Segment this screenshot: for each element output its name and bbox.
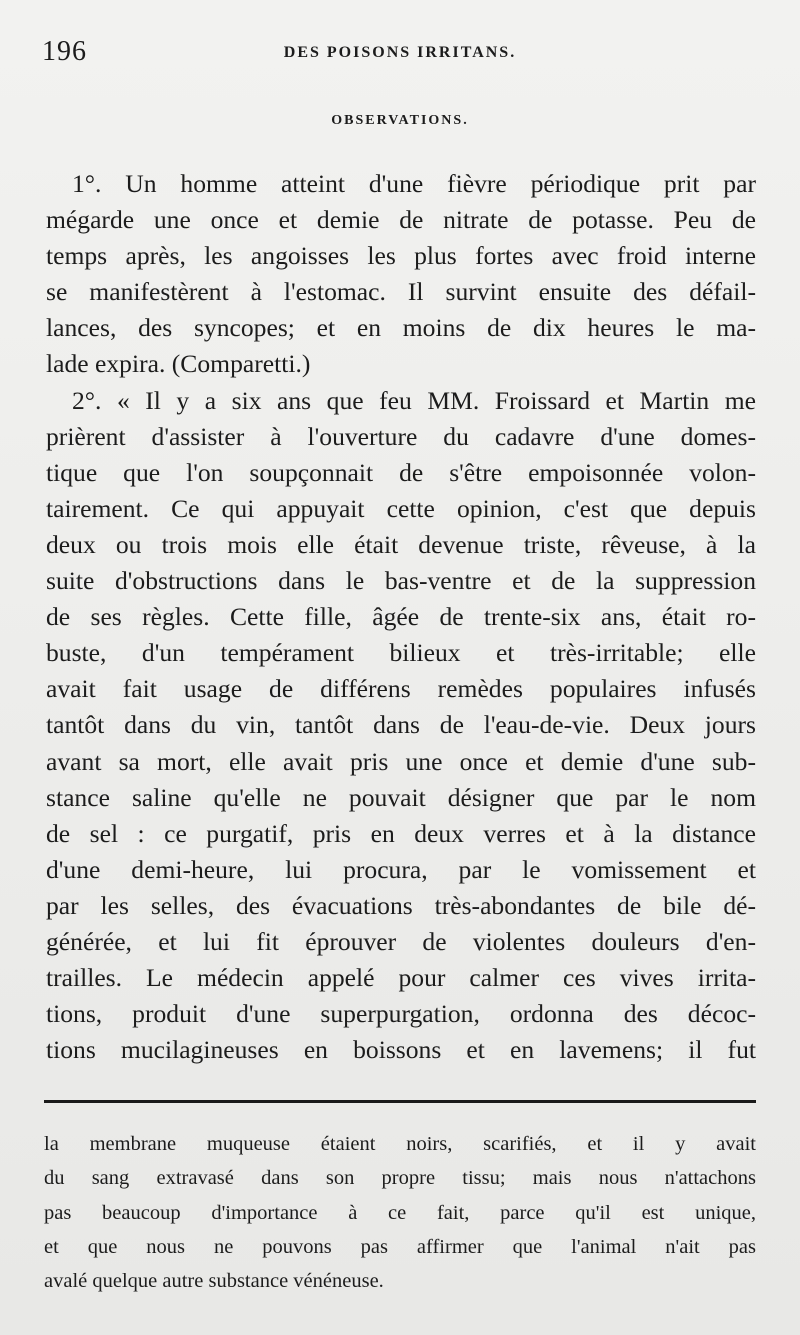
- body-line: buste, d'un tempérament bilieux et très-irritable; elle: [46, 638, 756, 668]
- body-text: [46, 166, 756, 1068]
- body-line: 2°. « Il y a six ans que feu MM. Froissard et Martin me: [72, 385, 756, 415]
- body-line: tairement. Ce qui appuyait cette opinion, c'est que depuis: [46, 493, 756, 523]
- body-line: tique que l'on soupçonnait de s'être empoisonnée volon-: [46, 457, 756, 487]
- body-line: tions, produit d'une superpurgation, ordonna des décoc-: [46, 999, 756, 1029]
- page-number: 196: [42, 36, 87, 67]
- footnote-text: [44, 1127, 756, 1298]
- body-line: stance saline qu'elle ne pouvait désigner que par le nom: [46, 782, 756, 812]
- body-line: se manifestèrent à l'estomac. Il survint ensuite des défail-: [46, 277, 756, 307]
- footnote-divider: [44, 1100, 756, 1103]
- body-line: deux ou trois mois elle était devenue triste, rêveuse, à la: [46, 529, 756, 559]
- body-line: de ses règles. Cette fille, âgée de trente-six ans, était ro-: [46, 602, 756, 632]
- footnote-line: et que nous ne pouvons pas affirmer que l'animal n'ait pas: [44, 1235, 756, 1258]
- footnote-line: avalé quelque autre substance vénéneuse.: [44, 1270, 384, 1293]
- footnote-line: du sang extravasé dans son propre tissu; mais nous n'attachons: [44, 1167, 756, 1190]
- body-line: avait fait usage de différens remèdes populaires infusés: [46, 674, 756, 704]
- body-line: 1°. Un homme atteint d'une fièvre périodique prit par: [72, 169, 756, 198]
- section-title: OBSERVATIONS.: [331, 113, 469, 128]
- body-line: générée, et lui fit éprouver de violentes douleurs d'en-: [46, 926, 756, 956]
- body-line: de sel : ce purgatif, pris en deux verres et à la distance: [46, 818, 756, 848]
- body-line: tions mucilagineuses en boissons et en lavemens; il fut: [46, 1035, 756, 1065]
- body-line: tantôt dans du vin, tantôt dans de l'eau-de-vie. Deux jours: [46, 710, 756, 740]
- running-head: DES POISONS IRRITANS.: [283, 44, 517, 61]
- body-line: prièrent d'assister à l'ouverture du cadavre d'une domes-: [46, 421, 756, 451]
- body-line: par les selles, des évacuations très-abondantes de bile dé-: [46, 890, 756, 920]
- body-line: trailles. Le médecin appelé pour calmer ces vives irrita-: [46, 963, 756, 993]
- body-line: lade expira. (Comparetti.): [46, 349, 311, 379]
- footnote-line: la membrane muqueuse étaient noirs, scarifiés, et il y avait: [44, 1133, 756, 1155]
- body-line: lances, des syncopes; et en moins de dix heures le ma-: [46, 313, 756, 343]
- footnote-line: pas beaucoup d'importance à ce fait, parce qu'il est unique,: [44, 1201, 756, 1224]
- body-line: mégarde une once et demie de nitrate de potasse. Peu de: [46, 205, 756, 235]
- body-line: suite d'obstructions dans le bas-ventre et de la suppression: [46, 566, 756, 596]
- body-line: d'une demi-heure, lui procura, par le vomissement et: [46, 854, 756, 884]
- body-line: temps après, les angoisses les plus fortes avec froid interne: [46, 241, 756, 271]
- body-line: avant sa mort, elle avait pris une once et demie d'une sub-: [46, 746, 756, 776]
